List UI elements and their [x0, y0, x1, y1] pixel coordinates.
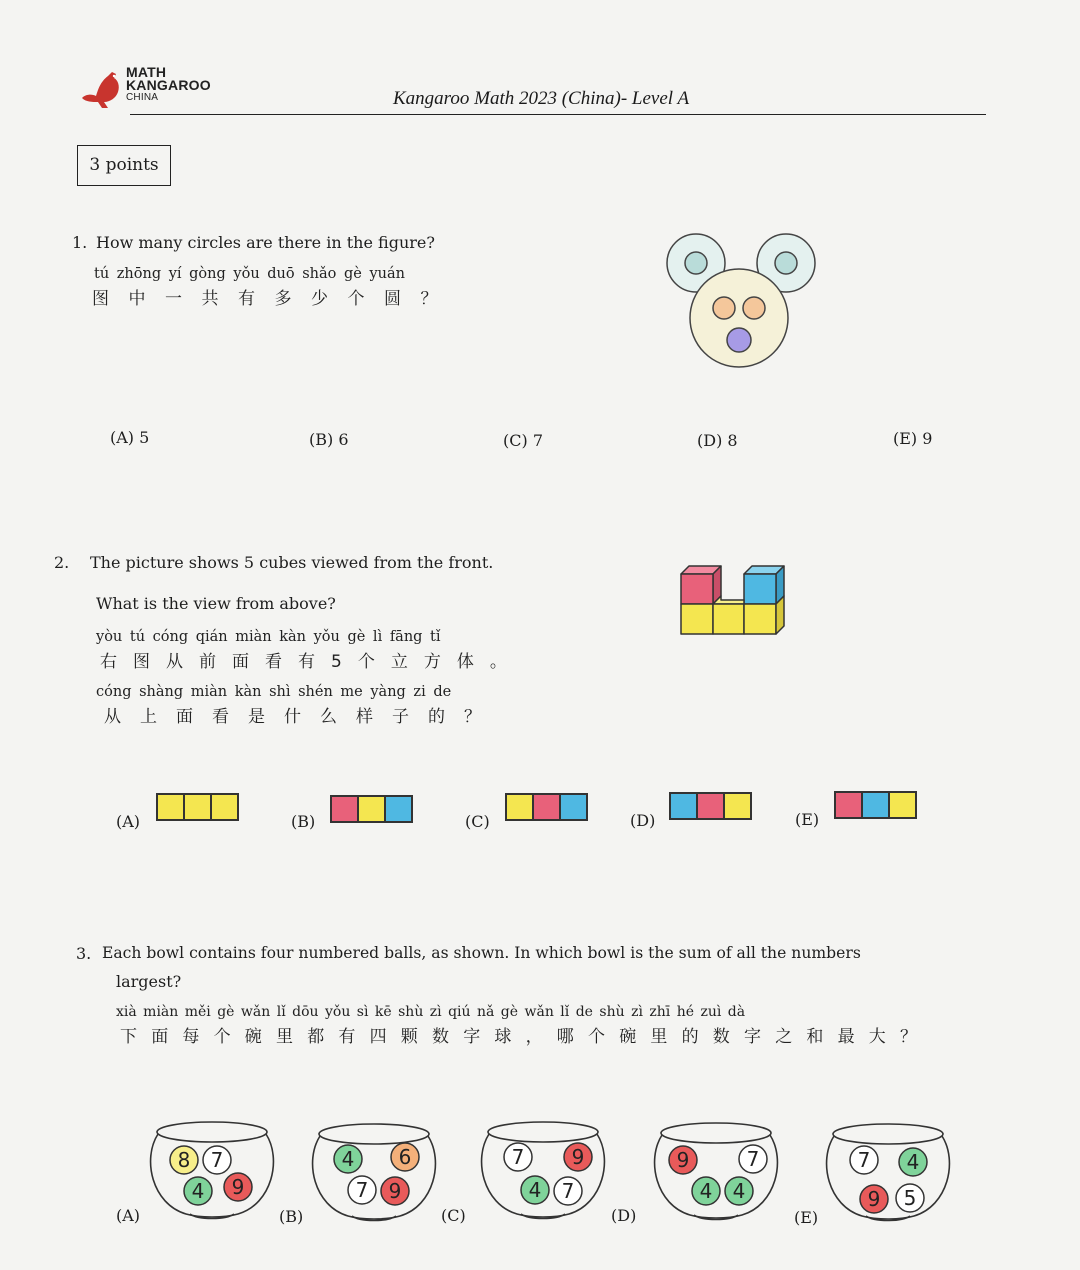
- points-label: 3 points: [77, 145, 171, 186]
- strip-cell: [861, 791, 890, 819]
- q2-text-2: What is the view from above?: [96, 594, 336, 613]
- ball: [896, 1184, 924, 1212]
- strip-cell: [330, 795, 359, 823]
- ball-number: 4: [699, 1179, 713, 1203]
- bowl-outline: [827, 1124, 950, 1221]
- yellow-cube-2: [713, 604, 744, 634]
- left-ear-inner-circle: [685, 252, 707, 274]
- strip-cell: [669, 792, 698, 820]
- yellow-cube-3: [744, 604, 776, 634]
- q3-option-c-label[interactable]: (C): [441, 1206, 466, 1225]
- ball: [692, 1177, 720, 1205]
- ball: [504, 1143, 532, 1171]
- math-kangaroo-logo: [78, 64, 228, 110]
- ball: [564, 1143, 592, 1171]
- q3-pinyin: xià miàn měi gè wǎn lǐ dōu yǒu sì kē shù zì qiú nǎ gè wǎn lǐ de shù zì zhī hé zuì dà: [116, 1004, 746, 1020]
- logo-line-3: CHINA: [126, 92, 159, 103]
- q2-option-c-label[interactable]: (C): [465, 812, 490, 831]
- q1-option-b[interactable]: [309, 430, 349, 449]
- q3-option-e-label[interactable]: (E): [794, 1208, 819, 1227]
- q1-option-c[interactable]: [503, 431, 543, 450]
- ball-number: 7: [511, 1145, 525, 1169]
- ball-number: 8: [177, 1148, 191, 1172]
- kangaroo-icon: [78, 64, 126, 110]
- q2-option-c-strip[interactable]: [505, 793, 588, 821]
- option-value: 6: [338, 430, 349, 449]
- ball-number: 9: [388, 1179, 402, 1203]
- q3-text-2: largest?: [116, 972, 182, 991]
- ball-number: 9: [867, 1187, 881, 1211]
- exam-title: Kangaroo Math 2023 (China)- Level A: [393, 88, 690, 109]
- option-value: 5: [139, 428, 150, 447]
- ball-number: 4: [341, 1147, 355, 1171]
- header-rule: [130, 114, 986, 115]
- ball: [184, 1177, 212, 1205]
- strip-cell: [532, 793, 561, 821]
- q2-hanzi-1: 右图从前面看有5个立方体。: [100, 652, 523, 672]
- ball-number: 4: [191, 1179, 205, 1203]
- ball: [203, 1146, 231, 1174]
- ball: [224, 1173, 252, 1201]
- q3-bowl-d[interactable]: [650, 1115, 782, 1227]
- ball: [860, 1185, 888, 1213]
- logo-line-2: KANGAROO: [126, 77, 211, 93]
- strip-cell: [210, 793, 239, 821]
- ball: [850, 1146, 878, 1174]
- q2-option-a-label[interactable]: (A): [116, 812, 141, 831]
- bowl-outline: [313, 1124, 436, 1221]
- q2-option-b-strip[interactable]: [330, 795, 413, 823]
- strip-cell: [357, 795, 386, 823]
- ball: [899, 1148, 927, 1176]
- ball-number: 9: [231, 1175, 245, 1199]
- q2-option-e-label[interactable]: (E): [795, 810, 820, 829]
- strip-cell: [696, 792, 725, 820]
- ball-number: 7: [857, 1148, 871, 1172]
- q2-option-e-strip[interactable]: [834, 791, 917, 819]
- ball-number: 7: [561, 1179, 575, 1203]
- ball: [381, 1177, 409, 1205]
- q1-pinyin: tú zhōng yí gòng yǒu duō shǎo gè yuán: [94, 266, 405, 282]
- q2-pinyin-2: cóng shàng miàn kàn shì shén me yàng zi de: [96, 684, 452, 700]
- strip-cell: [559, 793, 588, 821]
- ball: [334, 1145, 362, 1173]
- q1-option-d[interactable]: [697, 431, 738, 450]
- blue-cube-front: [744, 574, 776, 604]
- ball-number: 9: [571, 1145, 585, 1169]
- q2-number: 2.: [54, 553, 70, 572]
- ball-number: 7: [210, 1148, 224, 1172]
- q2-option-d-strip[interactable]: [669, 792, 752, 820]
- option-value: 7: [532, 431, 544, 450]
- q2-cubes-figure: [676, 560, 792, 640]
- q1-option-e[interactable]: [893, 429, 932, 448]
- strip-cell: [156, 793, 185, 821]
- ball: [739, 1145, 767, 1173]
- ball-number: 4: [906, 1150, 920, 1174]
- yellow-cube-1: [681, 604, 713, 634]
- ball-number: 9: [676, 1148, 690, 1172]
- ball: [725, 1177, 753, 1205]
- ball: [348, 1176, 376, 1204]
- right-ear-inner-circle: [775, 252, 797, 274]
- q2-option-b-label[interactable]: (B): [291, 812, 316, 831]
- option-letter: (C): [503, 431, 528, 450]
- q2-hanzi-2: 从上面看是什么样子的？: [104, 707, 500, 727]
- strip-cell: [723, 792, 752, 820]
- option-letter: (E): [893, 429, 918, 448]
- ball: [391, 1143, 419, 1171]
- q1-option-a[interactable]: [110, 428, 149, 447]
- ball: [554, 1177, 582, 1205]
- option-value: 9: [922, 429, 933, 448]
- mouth-circle: [727, 328, 751, 352]
- q3-bowl-a[interactable]: [146, 1114, 278, 1226]
- q1-text: How many circles are there in the figure?: [96, 233, 435, 252]
- q3-hanzi: 下面每个碗里都有四颗数字球，哪个碗里的数字之和最大？: [120, 1027, 932, 1047]
- strip-cell: [183, 793, 212, 821]
- q1-mouse-figure: [660, 232, 820, 372]
- bowl-outline: [482, 1122, 605, 1219]
- ball-number: 6: [398, 1145, 412, 1169]
- option-letter: (D): [697, 431, 723, 450]
- strip-cell: [888, 791, 917, 819]
- ball-number: 4: [732, 1179, 746, 1203]
- ball-number: 7: [355, 1178, 369, 1202]
- option-letter: (A): [110, 428, 135, 447]
- q3-option-d-label[interactable]: (D): [611, 1206, 637, 1225]
- q2-pinyin-1: yòu tú cóng qián miàn kàn yǒu gè lì fāng tǐ: [96, 629, 441, 645]
- q3-bowl-e[interactable]: [822, 1116, 954, 1228]
- strip-cell: [834, 791, 863, 819]
- q2-option-a-strip[interactable]: [156, 793, 239, 821]
- q2-option-d-label[interactable]: (D): [630, 811, 656, 830]
- strip-cell: [505, 793, 534, 821]
- option-letter: (B): [309, 430, 334, 449]
- strip-cell: [384, 795, 413, 823]
- q1-hanzi: 图中一共有多少个圆？: [92, 289, 457, 309]
- pink-cube-front: [681, 574, 713, 604]
- q3-bowl-c[interactable]: [477, 1114, 609, 1226]
- ball-number: 7: [746, 1147, 760, 1171]
- q3-text-1: Each bowl contains four numbered balls, as shown. In which bowl is the sum of all the numbers: [102, 944, 861, 962]
- q2-text-1: The picture shows 5 cubes viewed from the front.: [90, 553, 494, 572]
- ball-number: 4: [528, 1178, 542, 1202]
- q3-option-a-label[interactable]: (A): [116, 1206, 141, 1225]
- ball: [170, 1146, 198, 1174]
- logo-line-1: MATH: [126, 64, 167, 80]
- option-value: 8: [727, 431, 738, 450]
- right-eye-circle: [743, 297, 765, 319]
- left-eye-circle: [713, 297, 735, 319]
- q3-option-b-label[interactable]: (B): [279, 1207, 304, 1226]
- ball: [521, 1176, 549, 1204]
- q1-number: 1.: [72, 233, 88, 252]
- q3-bowl-b[interactable]: [308, 1116, 440, 1228]
- q3-number: 3.: [76, 944, 92, 963]
- ball: [669, 1146, 697, 1174]
- ball-number: 5: [903, 1186, 917, 1210]
